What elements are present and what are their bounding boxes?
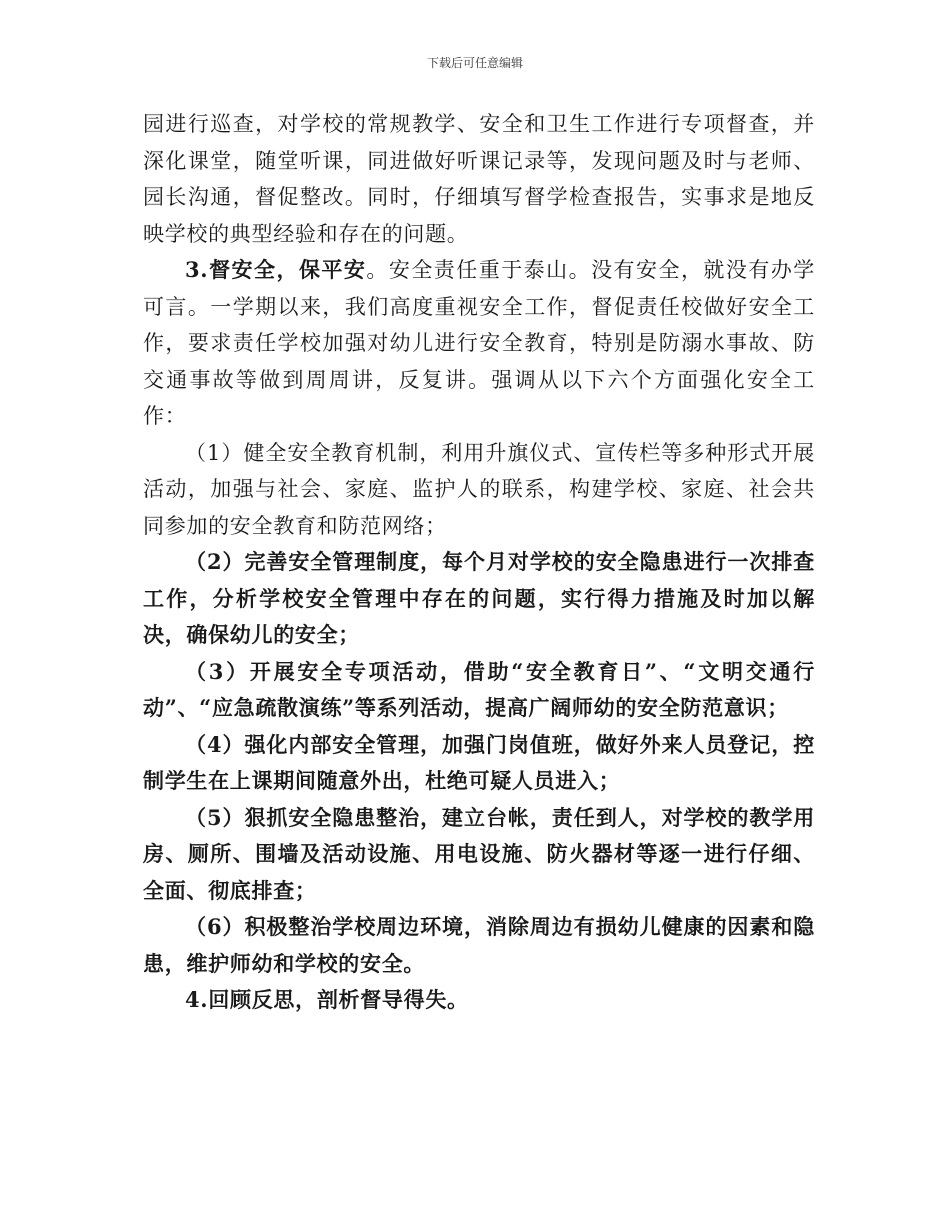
paragraph-inspection: 园进行巡查，对学校的常规教学、安全和卫生工作进行专项督查，并深化课堂，随堂听课，同进做好听课记录等，发现问题及时与老师、园长沟通，督促整改。同时，仔细填写督学检查报告，实事求是地反映学校的典型经验和存在的问题。	[143, 112, 815, 246]
section-heading-4: 4.回顾反思，剖析督导得失。	[185, 987, 469, 1012]
list-item-1: （1）健全安全教育机制，利用升旗仪式、宣传栏等多种形式开展活动，加强与社会、家庭、监护人的联系，构建学校、家庭、社会共同参加的安全教育和防范网络；	[143, 440, 815, 538]
page-header: 下载后可任意编辑	[426, 56, 523, 70]
paragraph-safety-intro	[143, 252, 815, 435]
section-heading-3: 3.督安全，保平安	[185, 257, 367, 282]
list-item-5: （5）狠抓安全隐患整治，建立台帐，责任到人，对学校的教学用房、厕所、围墙及活动设施、用电设施、防火器材等逐一进行仔细、全面、彻底排查；	[143, 804, 815, 903]
list-item-3: （3）开展安全专项活动，借助“安全教育日”、“文明交通行动”、“应急疏散演练”等系列活动，提高广阔师幼的安全防范意识；	[143, 658, 815, 720]
document-body	[143, 106, 815, 1019]
paragraph-safety-intro-text: 。安全责任重于泰山。没有安全，就没有办学可言。一学期以来，我们高度重视安全工作，督促责任校做好安全工作，要求责任学校加强对幼儿进行安全教育，特别是防溺水事故、防交通事故等做到周周讲，反复讲。强调从以下六个方面强化安全工作：	[143, 258, 815, 428]
list-item-2: （2）完善安全管理制度，每个月对学校的安全隐患进行一次排查工作，分析学校安全管理中存在的问题，实行得力措施及时加以解决，确保幼儿的安全；	[143, 549, 815, 647]
list-item-6: （6）积极整治学校周边环境，消除周边有损幼儿健康的因素和隐患，维护师幼和学校的安全。	[143, 914, 815, 976]
list-item-4: （4）强化内部安全管理，加强门岗值班，做好外来人员登记，控制学生在上课期间随意外出，杜绝可疑人员进入；	[143, 731, 815, 793]
